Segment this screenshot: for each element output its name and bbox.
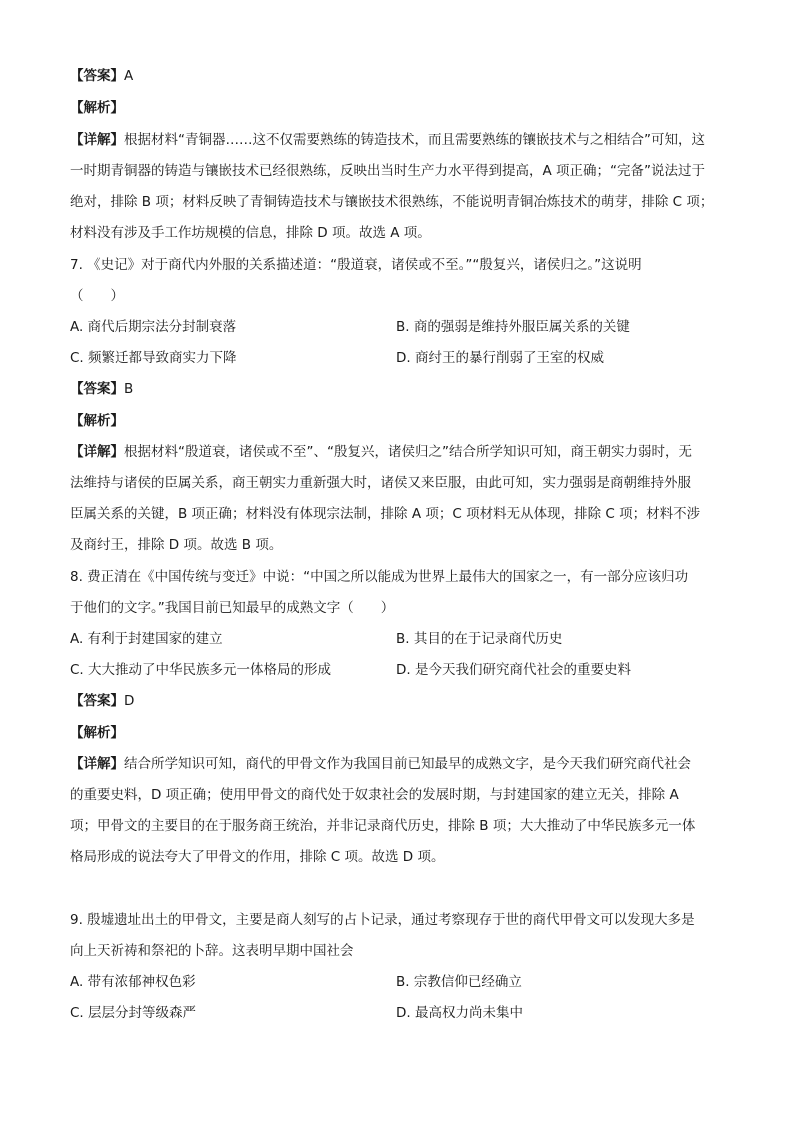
detail-label: 【详解】	[70, 756, 124, 772]
q7-option-c: C. 频繁迁都导致商实力下降	[70, 350, 237, 366]
q8-detail-line-4: 格局形成的说法夸大了甲骨文的作用，排除 C 项。故选 D 项。	[70, 849, 445, 865]
analysis-label: 【解析】	[70, 725, 124, 741]
q8-option-d: D. 是今天我们研究商代社会的重要史料	[396, 662, 631, 678]
q7-option-b: B. 商的强弱是维持外服臣属关系的关键	[396, 319, 630, 335]
q8-option-b: B. 其目的在于记录商代历史	[396, 631, 563, 647]
q7-option-d: D. 商纣王的暴行削弱了王室的权威	[396, 350, 604, 366]
analysis-label: 【解析】	[70, 413, 124, 429]
q7-answer	[70, 379, 736, 399]
q9-option-d: D. 最高权力尚未集中	[396, 1005, 523, 1021]
q6-answer	[70, 66, 736, 86]
q9-option-a: A. 带有浓郁神权色彩	[70, 974, 196, 990]
q9-stem-line-1: 9. 殷墟遗址出土的甲骨文，主要是商人刻写的占卜记录，通过考察现存于世的商代甲骨文可以发现大多是	[70, 912, 695, 928]
q9-option-c: C. 层层分封等级森严	[70, 1005, 197, 1021]
analysis-label: 【解析】	[70, 100, 124, 116]
q8-detail-line-2: 的重要史料，D 项正确；使用甲骨文的商代处于奴隶社会的发展时期，与封建国家的建立无关，排除 A	[70, 787, 679, 803]
q6-detail-line-3: 绝对，排除 B 项；材料反映了青铜铸造技术与镶嵌技术很熟练，不能说明青铜冶炼技术的萌芽，排除 C 项；	[70, 194, 714, 210]
q7-option-a: A. 商代后期宗法分封制衰落	[70, 319, 237, 335]
q7-detail-line-4: 及商纣王，排除 D 项。故选 B 项。	[70, 537, 283, 553]
q8-stem-line-1: 8. 费正清在《中国传统与变迁》中说：“中国之所以能成为世界上最伟大的国家之一，有一部分应该归功	[70, 569, 689, 585]
detail-label: 【详解】	[70, 444, 124, 460]
answer-label: 【答案】	[70, 68, 124, 84]
answer-value: A	[124, 68, 134, 84]
answer-label: 【答案】	[70, 693, 124, 709]
answer-value: D	[124, 693, 135, 709]
q8-option-a: A. 有利于封建国家的建立	[70, 631, 223, 647]
q7-stem-line-2: （ ）	[70, 288, 124, 304]
q7-detail-line-2: 法维持与诸侯的臣属关系，商王朝实力重新强大时，诸侯又来臣服，由此可知，实力强弱是商朝维持外服	[70, 475, 691, 491]
q7-detail-line-3: 臣属关系的关键，B 项正确；材料没有体现宗法制，排除 A 项；C 项材料无从体现，排除 C 项；材料不涉	[70, 506, 701, 522]
q6-analysis-heading	[70, 98, 736, 118]
answer-label: 【答案】	[70, 381, 124, 397]
q9-option-b: B. 宗教信仰已经确立	[396, 974, 522, 990]
q8-answer	[70, 691, 736, 711]
q6-detail-line-2: 一时期青铜器的铸造与镶嵌技术已经很熟练，反映出当时生产力水平得到提高，A 项正确；“完备”说法过于	[70, 163, 706, 179]
q9-stem-line-2: 向上天祈祷和祭祀的卜辞。这表明早期中国社会	[70, 943, 354, 959]
q8-detail-line-1: 【详解】结合所学知识可知，商代的甲骨文作为我国目前已知最早的成熟文字，是今天我们研究商代社会	[70, 756, 691, 772]
q7-analysis-heading	[70, 411, 736, 431]
q7-detail-line-1: 【详解】根据材料“殷道衰，诸侯或不至”、“殷复兴，诸侯归之”结合所学知识可知，商王朝实力弱时，无	[70, 444, 692, 460]
q6-detail-line-1: 【详解】根据材料“青铜器……这不仅需要熟练的铸造技术，而且需要熟练的镶嵌技术与之相结合”可知，这	[70, 132, 705, 148]
answer-value: B	[124, 381, 134, 397]
q7-stem-line-1: 7. 《史记》对于商代内外服的关系描述道：“殷道衰，诸侯或不至。”“殷复兴，诸侯归之。”这说明	[70, 257, 642, 273]
q6-detail-line-4: 材料没有涉及手工作坊规模的信息，排除 D 项。故选 A 项。	[70, 225, 431, 241]
q8-detail-line-3: 项；甲骨文的主要目的在于服务商王统治，并非记录商代历史，排除 B 项；大大推动了中华民族多元一体	[70, 818, 696, 834]
q8-option-c: C. 大大推动了中华民族多元一体格局的形成	[70, 662, 332, 678]
q8-stem-line-2: 于他们的文字。”我国目前已知最早的成熟文字（ ）	[70, 600, 395, 616]
detail-label: 【详解】	[70, 132, 124, 148]
q8-analysis-heading	[70, 723, 736, 743]
